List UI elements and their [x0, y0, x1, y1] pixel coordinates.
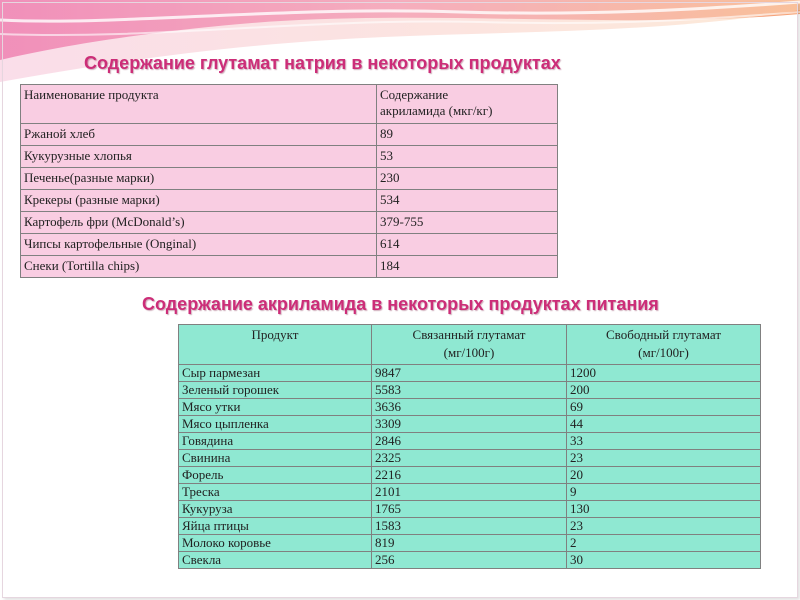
- table-row: [179, 450, 761, 467]
- free-value: 23: [567, 518, 761, 535]
- product-name: Молоко коровье: [179, 535, 372, 552]
- bound-value: 2216: [372, 467, 567, 484]
- header-content-line1: Содержание: [380, 87, 449, 102]
- product-name: Яйца птицы: [179, 518, 372, 535]
- header-content: [377, 85, 558, 124]
- product-name: Свекла: [179, 552, 372, 569]
- table-row: [179, 365, 761, 382]
- table-row: [21, 124, 558, 146]
- header-product: Продукт: [179, 325, 372, 365]
- table-row: [179, 501, 761, 518]
- bound-value: 819: [372, 535, 567, 552]
- free-value: 44: [567, 416, 761, 433]
- table-row: [21, 146, 558, 168]
- title-glutamate: Содержание глутамат натрия в некоторых продуктах: [84, 53, 561, 73]
- acrylamide-value: 89: [377, 124, 558, 146]
- header-bound-glutamate: [372, 325, 567, 365]
- bound-value: 5583: [372, 382, 567, 399]
- product-name: Печенье(разные марки): [21, 168, 377, 190]
- table-row: [179, 552, 761, 569]
- product-name: Чипсы картофельные (Onginal): [21, 234, 377, 256]
- free-value: 33: [567, 433, 761, 450]
- table-row: [179, 484, 761, 501]
- decorative-banner: [0, 0, 800, 90]
- acrylamide-value: 379-755: [377, 212, 558, 234]
- table-row: [179, 535, 761, 552]
- table-row: [21, 234, 558, 256]
- table-row: [21, 168, 558, 190]
- product-name: Треска: [179, 484, 372, 501]
- table-row: [179, 433, 761, 450]
- table-row: [21, 190, 558, 212]
- header-free-line1: Свободный глутамат: [606, 327, 721, 342]
- table-row: [179, 416, 761, 433]
- acrylamide-value: 184: [377, 256, 558, 278]
- product-name: Снеки (Tortilla chips): [21, 256, 377, 278]
- product-name: Свинина: [179, 450, 372, 467]
- table-row: [21, 256, 558, 278]
- bound-value: 3309: [372, 416, 567, 433]
- product-name: Говядина: [179, 433, 372, 450]
- acrylamide-value: 53: [377, 146, 558, 168]
- table-row: [179, 518, 761, 535]
- free-value: 1200: [567, 365, 761, 382]
- free-value: 69: [567, 399, 761, 416]
- product-name: Форель: [179, 467, 372, 484]
- table-row: [179, 399, 761, 416]
- title-acrylamide: Содержание акриламида в некоторых продуктах питания: [142, 294, 659, 314]
- free-value: 23: [567, 450, 761, 467]
- acrylamide-table: [20, 84, 558, 278]
- bound-value: 3636: [372, 399, 567, 416]
- product-name: Сыр пармезан: [179, 365, 372, 382]
- free-value: 30: [567, 552, 761, 569]
- header-content-line2: акриламида (мкг/кг): [380, 103, 493, 118]
- header-free-glutamate: [567, 325, 761, 365]
- product-name: Картофель фри (McDonald’s): [21, 212, 377, 234]
- table-header-row: [21, 85, 558, 124]
- table-row: [179, 382, 761, 399]
- product-name: Крекеры (разные марки): [21, 190, 377, 212]
- bound-value: 1583: [372, 518, 567, 535]
- product-name: Ржаной хлеб: [21, 124, 377, 146]
- table-row: [179, 467, 761, 484]
- free-value: 2: [567, 535, 761, 552]
- acrylamide-value: 534: [377, 190, 558, 212]
- free-value: 20: [567, 467, 761, 484]
- table-header-row: [179, 325, 761, 365]
- bound-value: 9847: [372, 365, 567, 382]
- bound-value: 1765: [372, 501, 567, 518]
- product-name: Мясо утки: [179, 399, 372, 416]
- glutamate-table: [178, 324, 761, 569]
- bound-value: 2101: [372, 484, 567, 501]
- product-name: Кукуруза: [179, 501, 372, 518]
- free-value: 130: [567, 501, 761, 518]
- product-name: Зеленый горошек: [179, 382, 372, 399]
- bound-value: 2325: [372, 450, 567, 467]
- acrylamide-value: 614: [377, 234, 558, 256]
- header-free-line2: (мг/100г): [638, 345, 689, 360]
- table-row: [21, 212, 558, 234]
- header-product: Наименование продукта: [21, 85, 377, 124]
- product-name: Кукурузные хлопья: [21, 146, 377, 168]
- bound-value: 256: [372, 552, 567, 569]
- product-name: Мясо цыпленка: [179, 416, 372, 433]
- header-bound-line1: Связанный глутамат: [412, 327, 526, 342]
- header-bound-line2: (мг/100г): [443, 345, 495, 360]
- acrylamide-value: 230: [377, 168, 558, 190]
- bound-value: 2846: [372, 433, 567, 450]
- free-value: 200: [567, 382, 761, 399]
- free-value: 9: [567, 484, 761, 501]
